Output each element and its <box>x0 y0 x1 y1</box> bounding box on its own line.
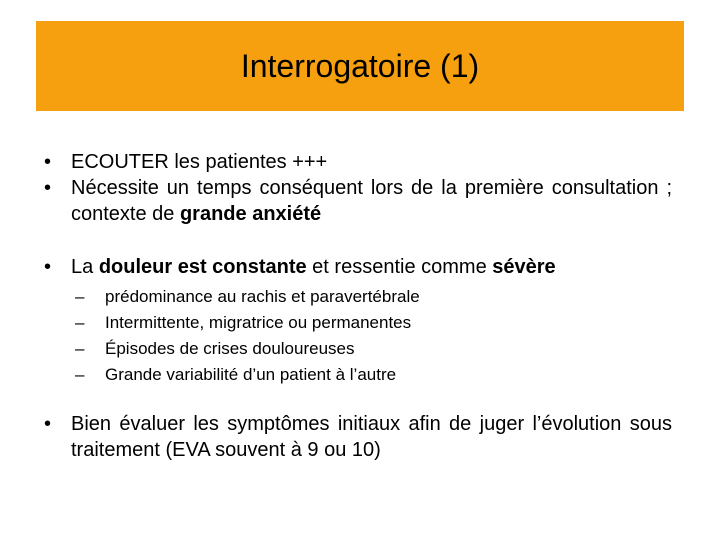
bullet-ecouter <box>44 149 672 175</box>
bullet-emphasis: sévère <box>492 256 556 278</box>
bullet-marker: • <box>44 151 52 173</box>
sub-item <box>44 362 672 388</box>
sub-item <box>44 336 672 362</box>
dash-marker: – <box>75 313 85 332</box>
bullet-text: La <box>71 256 99 278</box>
bullet-text: Bien évaluer les symptômes initiaux afin de juger l’évolution sous traitement (EVA souvent à 9 ou 10) <box>71 413 672 461</box>
bullet-marker: • <box>44 177 52 199</box>
bullet-marker: • <box>44 413 52 435</box>
bullet-douleur <box>44 254 672 280</box>
sub-item-text: Intermittente, migratrice ou permanentes <box>105 313 412 332</box>
bullet-text: et ressentie comme <box>306 256 493 278</box>
slide-content <box>44 149 672 463</box>
title-banner <box>36 21 684 111</box>
slide-title: Interrogatoire (1) <box>240 47 480 84</box>
bullet-necessite <box>44 175 672 227</box>
sub-item-text: prédominance au rachis et paravertébrale <box>105 287 420 306</box>
bullet-emphasis: grande anxiété <box>179 203 322 225</box>
bullet-marker: • <box>44 256 52 278</box>
bullet-emphasis: douleur est constante <box>98 256 307 278</box>
bullet-text: ECOUTER les patientes +++ <box>71 151 328 173</box>
sub-item-text: Grande variabilité d’un patient à l’autre <box>105 365 397 384</box>
dash-marker: – <box>75 287 85 306</box>
sub-item-text: Épisodes de crises douloureuses <box>105 339 355 358</box>
sub-item <box>44 284 672 310</box>
dash-marker: – <box>75 365 85 384</box>
bullet-text: Nécessite un temps conséquent lors de la première consultation ; contexte de <box>71 177 672 225</box>
sub-item <box>44 310 672 336</box>
bullet-evaluer <box>44 411 672 463</box>
dash-marker: – <box>75 339 85 358</box>
